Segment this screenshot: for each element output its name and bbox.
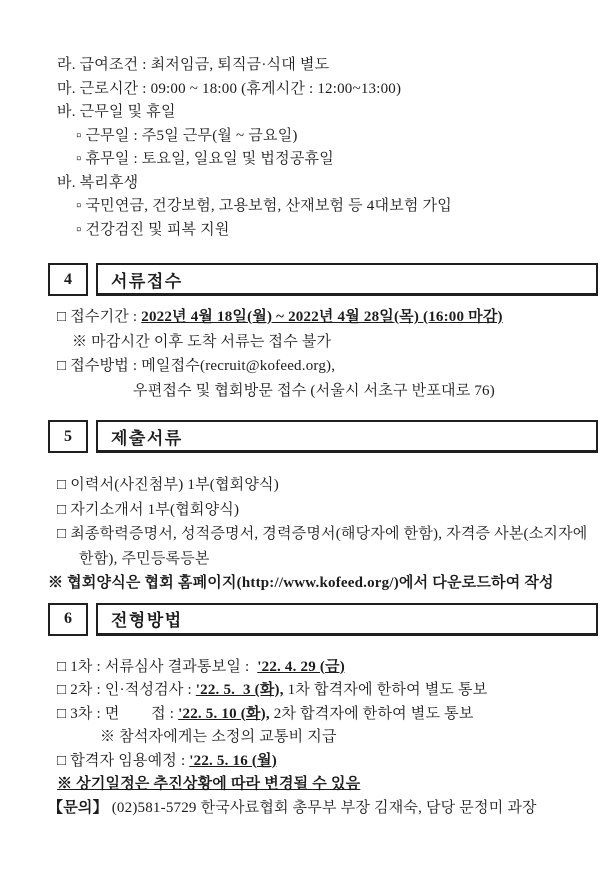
- certificates-item-line: □ 최종학력증명서, 성적증명서, 경력증명서(해당자에 한함), 자격증 사본(소지자에 한함), 주민등록등본: [57, 526, 592, 567]
- round1-date: '22. 4. 29 (금): [257, 658, 345, 675]
- employment-conditions-block: [48, 54, 598, 242]
- resume-item-line: □ 이력서(사진첨부) 1부(협회양식): [57, 477, 279, 493]
- section-4-number: 4: [48, 263, 88, 296]
- section-5-number: 5: [48, 420, 88, 453]
- section-4-body: [48, 305, 598, 403]
- section-6-number: 6: [48, 603, 88, 636]
- section-6-body: [48, 656, 598, 821]
- contact-line: [48, 797, 598, 821]
- section-5-body: [48, 473, 598, 596]
- application-method-continuation-line: 우편접수 및 협회방문 접수 (서울시 서초구 반포대로 76): [133, 382, 495, 399]
- application-period-label: □ 접수기간 :: [57, 309, 142, 325]
- workday-line: ▫ 근무일 : 주5일 근무(월 ~ 금요일): [76, 127, 298, 144]
- transport-note-line: ※ 참석자에게는 소정의 교통비 지급: [100, 729, 337, 745]
- deadline-note-line: ※ 마감시간 이후 도착 서류는 접수 불가: [72, 333, 332, 350]
- round2-date: '22. 5. 3 (화),: [195, 682, 284, 698]
- appointment-line: [57, 750, 598, 774]
- application-period-value: 2022년 4월 18일(월) ~ 2022년 4월 28일(목) (16:00 마감): [141, 309, 503, 325]
- section-5-title: 제출서류: [96, 420, 598, 453]
- section-6-title: 전형방법: [96, 603, 598, 636]
- round3-note: 2차 합격자에 한하여 별도 통보: [269, 705, 474, 722]
- schedule-change-note-line: ※ 상기일정은 추진상황에 따라 변경될 수 있음: [57, 776, 361, 792]
- round3-label: □ 3차 : 면 접 :: [57, 705, 179, 722]
- application-period-line: [57, 305, 598, 330]
- work-hours-line: 마. 근로시간 : 09:00 ~ 18:00 (휴게시간 : 12:00~13:00): [57, 80, 402, 97]
- cover-letter-item-line: □ 자기소개서 1부(협회양식): [57, 501, 240, 518]
- round2-label: □ 2차 : 인·적성검사 :: [57, 682, 196, 698]
- appointment-label: □ 합격자 임용예정 :: [57, 752, 190, 769]
- round1-label: □ 1차 : 서류심사 결과통보일 :: [57, 658, 258, 675]
- round2-line: [57, 679, 598, 703]
- holiday-line: ▫ 휴무일 : 토요일, 일요일 및 법정공휴일: [76, 151, 334, 167]
- round2-note: 1차 합격자에 한하여 별도 통보: [283, 682, 488, 698]
- form-download-note-line: ※ 협회양식은 협회 홈페이지(http://www.kofeed.org/)에서 다운로드하여 작성: [48, 575, 554, 591]
- insurance-line: ▫ 국민연금, 건강보험, 고용보험, 산재보험 등 4대보험 가입: [76, 198, 452, 214]
- contact-text: (02)581-5729 한국사료협회 총무부 부장 김재숙, 담당 문정미 과장: [107, 799, 537, 816]
- welfare-heading-line: 바. 복리후생: [57, 174, 139, 191]
- section-4-title: 서류접수: [96, 263, 598, 296]
- contact-label: 【문의】: [48, 799, 108, 816]
- round3-line: [57, 703, 598, 727]
- appointment-date: '22. 5. 16 (월): [189, 752, 277, 769]
- round1-line: [57, 656, 598, 680]
- pay-condition-line: 라. 급여조건 : 최저임금, 퇴직금·식대 별도: [57, 57, 330, 73]
- checkup-line: ▫ 건강검진 및 피복 지원: [76, 221, 230, 238]
- section-6-header: [48, 603, 598, 636]
- section-4-header: [48, 263, 598, 296]
- section-5-header: [48, 420, 598, 453]
- round3-date: '22. 5. 10 (화),: [178, 705, 270, 722]
- application-method-line: □ 접수방법 : 메일접수(recruit@kofeed.org),: [57, 358, 336, 374]
- workdays-heading-line: 바. 근무일 및 휴일: [57, 104, 176, 120]
